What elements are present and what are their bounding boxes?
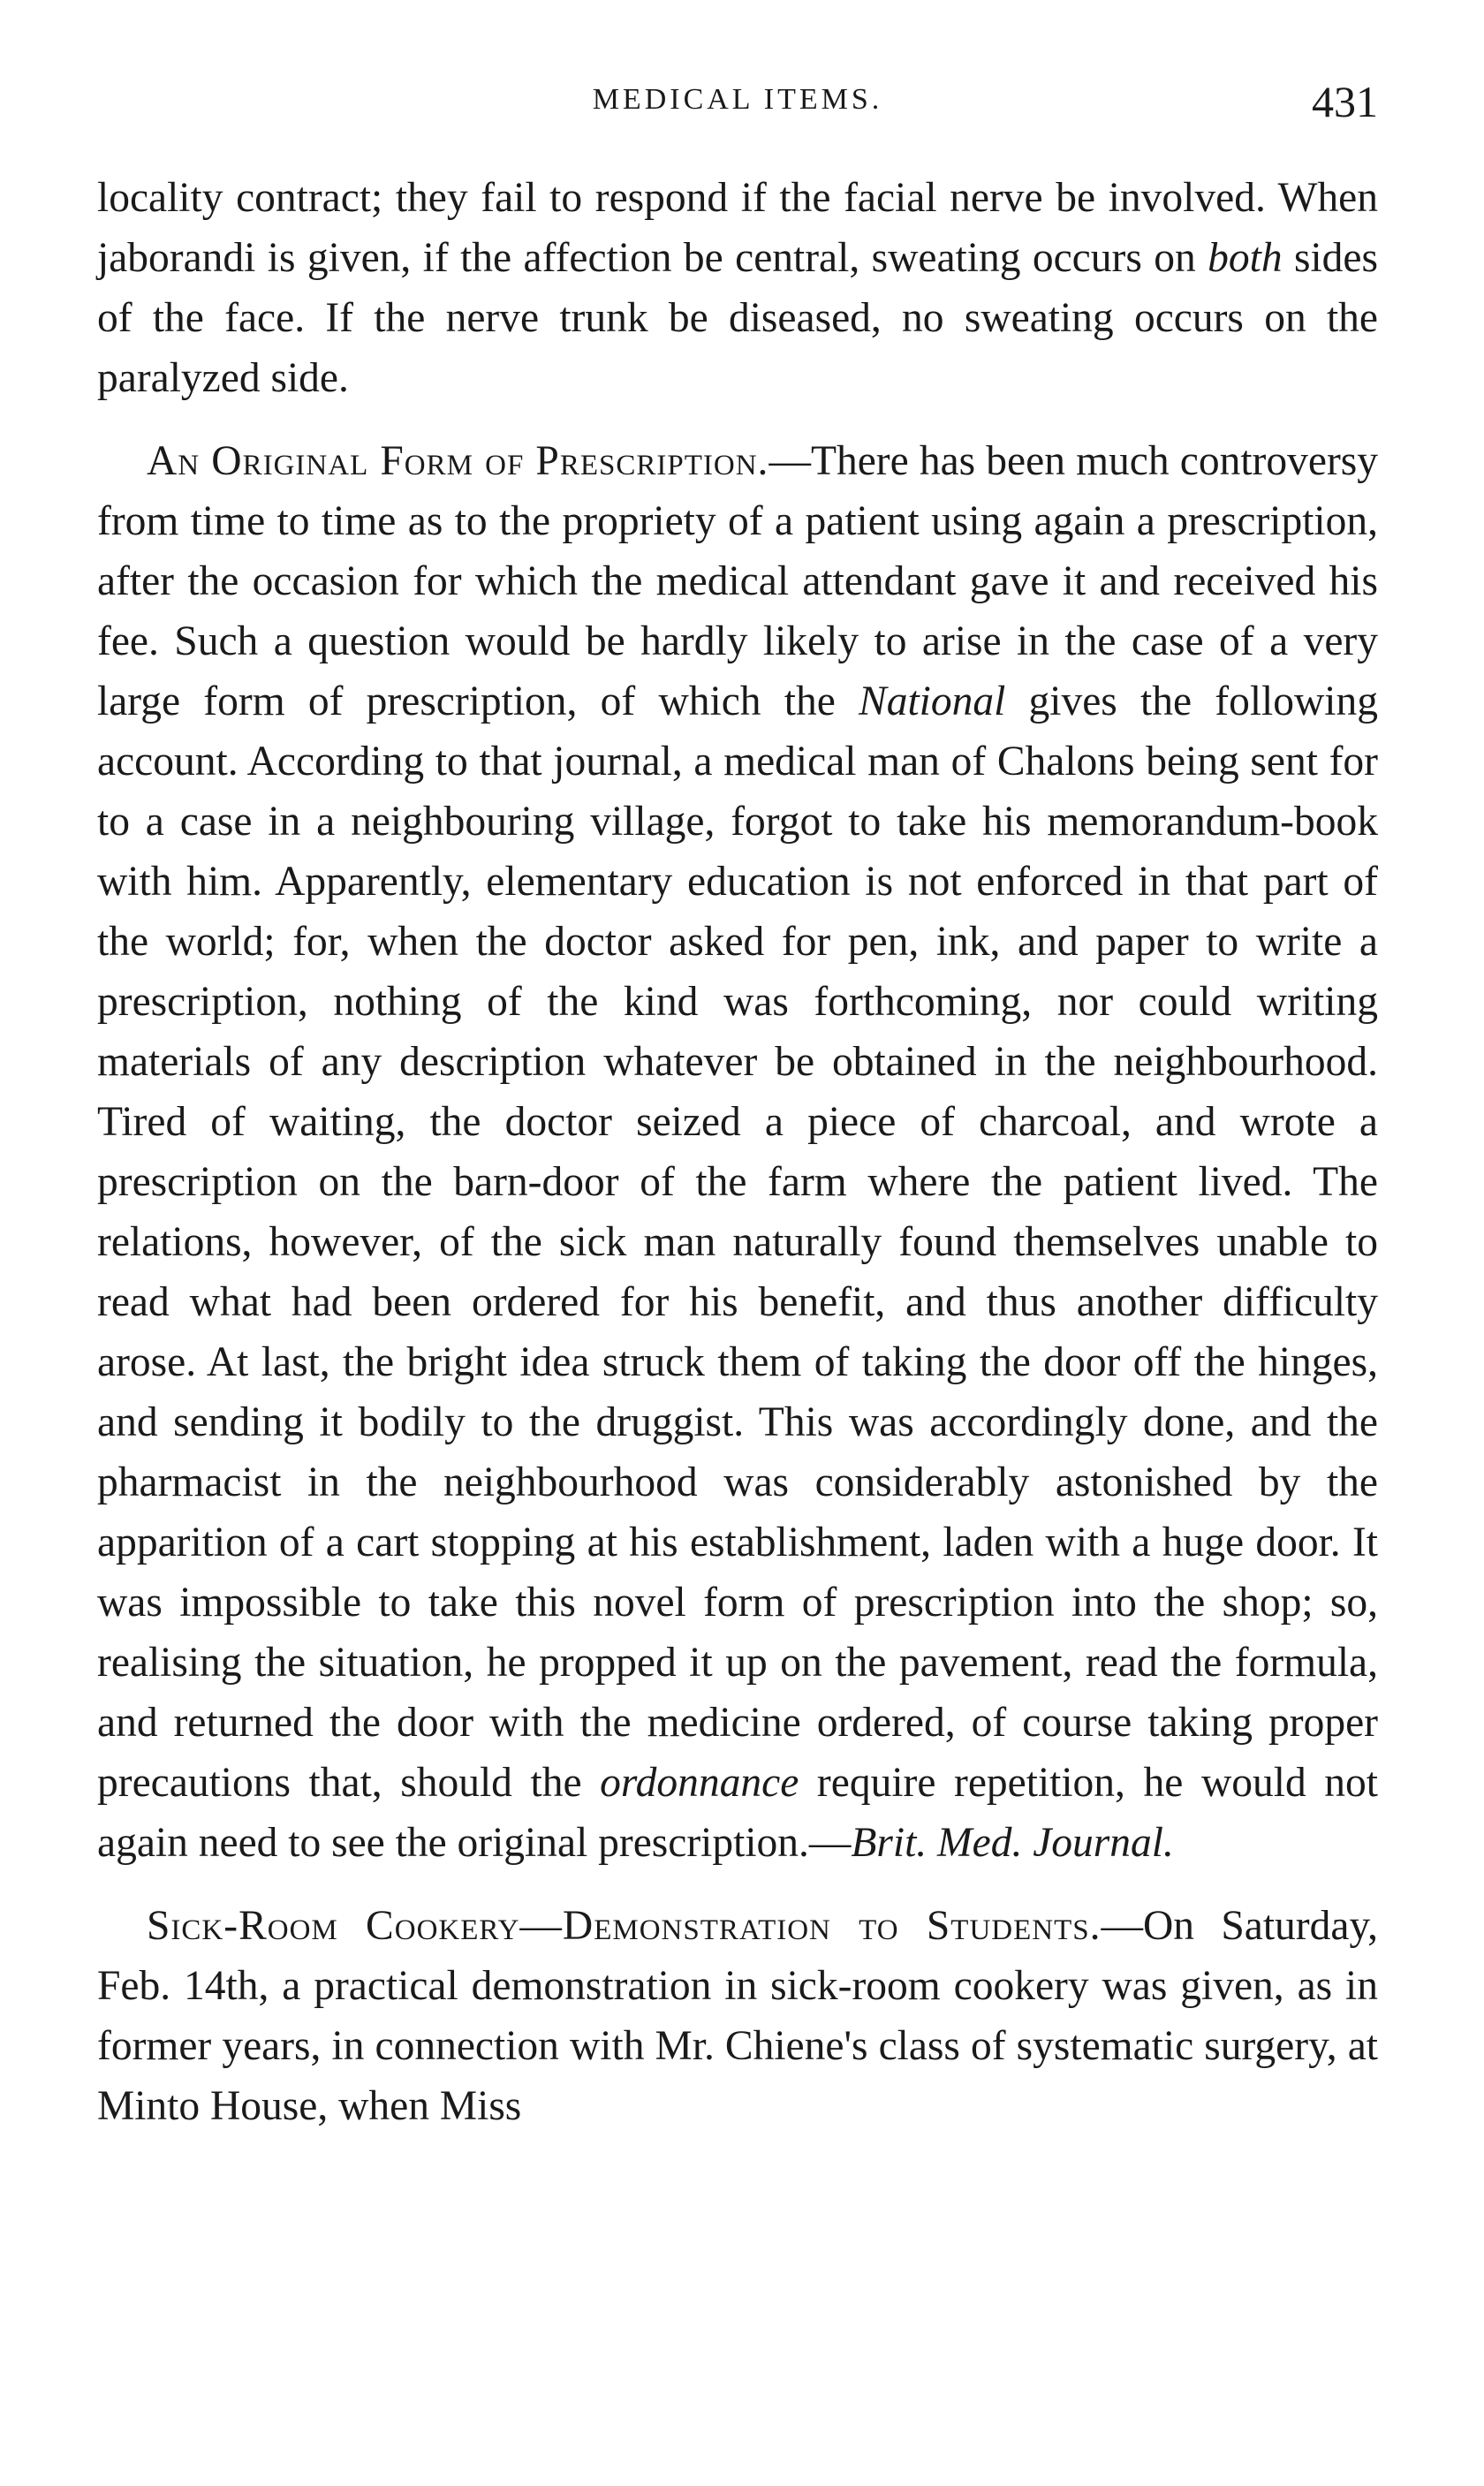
emphasis-text: both [1208, 235, 1283, 281]
paragraph-sick-room-cookery [97, 1896, 1378, 2136]
source-citation: Brit. Med. Journal. [851, 1820, 1174, 1866]
paragraph-text: —On Saturday, Feb. 14th, a practical demonstration in sick-room cookery was given, as in former years, in connection with Mr. Chiene's class of systematic surgery, at Minto House, when Miss [97, 1903, 1378, 2129]
paragraph-text: require repetition, he would not again need to see the original prescription.— [97, 1760, 1378, 1866]
paragraph-text: sides of the face. If the nerve trunk be diseased, no sweating occurs on the paralyzed side. [97, 235, 1378, 401]
paragraph-text: gives the following account. According to that journal, a medical man of Chalons being sent for to a case in a neighbouring village, forgot to take his memorandum-book with him. Apparently, elementary education is not enforced in that part of the world; for, when the doctor asked for pen, ink, and paper to write a prescription, nothing of the kind was forthcoming, nor could writing materials of any description whatever be obtained in the neighbourhood. Tired of waiting, the doctor seized a piece of charcoal, and wrote a prescription on the barn-door of the farm where the patient lived. The relations, however, of the sick man naturally found themselves unable to read what had been ordered for his benefit, and thus another difficulty arose. At last, the bright idea struck them of taking the door off the hinges, and sending it bodily to the druggist. This was accordingly done, and the pharmacist in the neighbourhood was considerably astonished by the apparition of a cart stopping at his establishment, laden with a huge door. It was impossible to take this novel form of prescription into the shop; so, realising the situation, he propped it up on the pavement, read the formula, and returned the door with the medicine ordered, of course taking proper precautions that, should the [97, 678, 1378, 1806]
body-text [97, 168, 1378, 2136]
paragraph-text: locality contract; they fail to respond if the facial nerve be involved. When jaborandi is given, if the affection be central, sweating occurs on [97, 175, 1378, 281]
paragraph-continuation [97, 168, 1378, 408]
section-heading: Sick-Room Cookery—Demonstration to Students. [147, 1903, 1102, 1949]
page-number: 431 [1312, 77, 1378, 126]
paragraph-text: —There has been much controversy from time to time as to the propriety of a patient using again a prescription, after the occasion for which the medical attendant gave it and received his fee. Such a question would be hardly likely to arise in the case of a very large form of prescription, of which the [97, 438, 1379, 724]
emphasis-text: National [859, 678, 1006, 724]
running-title: MEDICAL ITEMS. [592, 83, 883, 116]
emphasis-text: ordonnance [600, 1760, 799, 1806]
section-heading: An Original Form of Prescription. [147, 438, 769, 484]
page-header [97, 76, 1378, 138]
paragraph-original-form-of-prescription [97, 431, 1378, 1873]
